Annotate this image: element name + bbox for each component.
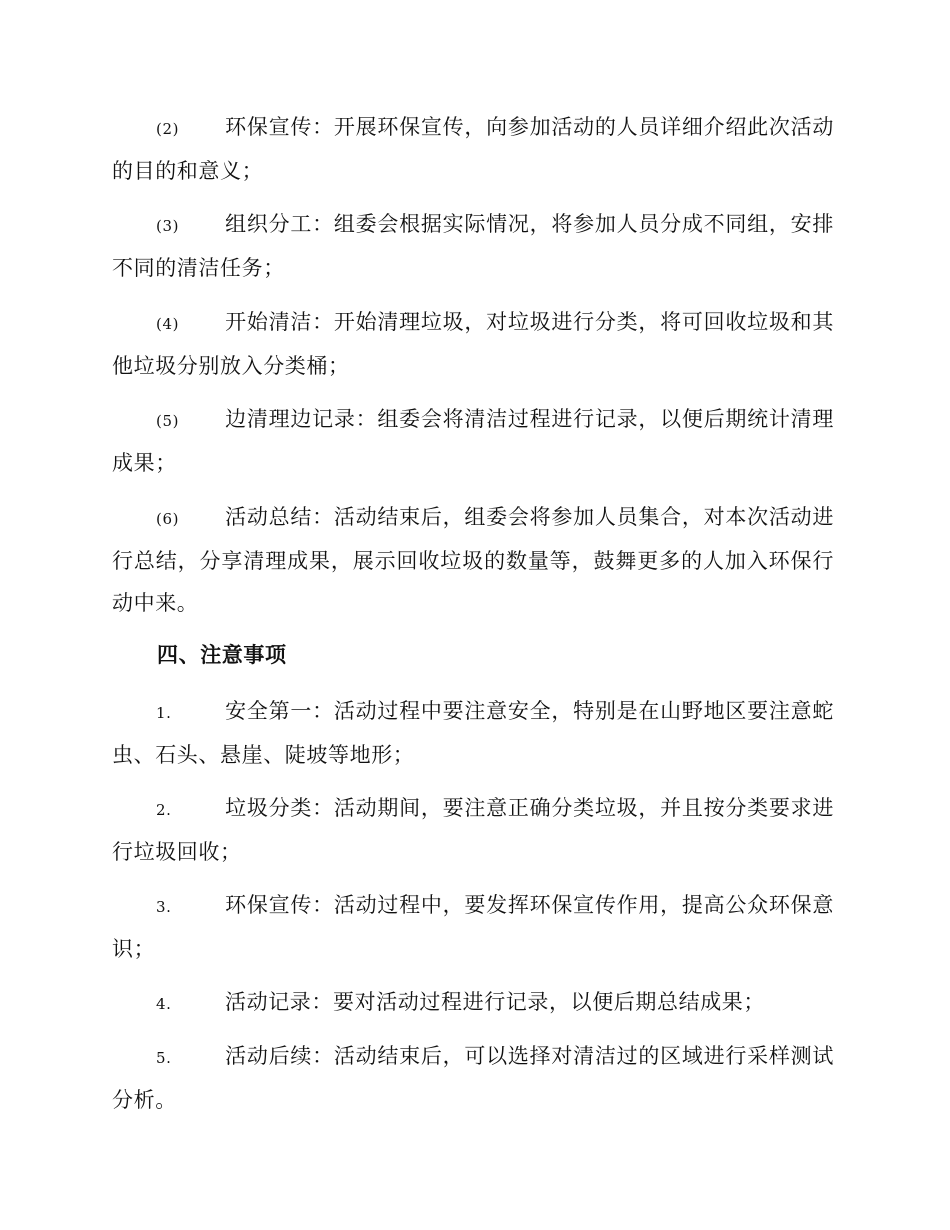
step-number: (4) bbox=[156, 315, 180, 333]
step-number: (2) bbox=[156, 120, 180, 138]
note-number: 4. bbox=[156, 995, 172, 1013]
note-number: 2. bbox=[156, 801, 172, 819]
step-text: 活动总结：活动结束后，组委会将参加人员集合，对本次活动进行总结，分享清理成果，展示回收垃圾的数量等，鼓舞更多的人加入环保行动中来。 bbox=[112, 505, 834, 615]
step-number: (6) bbox=[156, 510, 180, 528]
note-item-1 bbox=[112, 690, 834, 776]
note-item-3 bbox=[112, 884, 834, 970]
note-item-4 bbox=[112, 981, 834, 1025]
note-number: 1. bbox=[156, 704, 172, 722]
step-item-6 bbox=[112, 496, 834, 624]
note-text: 环保宣传：活动过程中，要发挥环保宣传作用，提高公众环保意识； bbox=[112, 893, 834, 961]
step-item-4 bbox=[112, 301, 834, 387]
note-number: 5. bbox=[156, 1049, 172, 1067]
step-text: 边清理边记录：组委会将清洁过程进行记录，以便后期统计清理成果； bbox=[112, 407, 834, 475]
step-text: 组织分工：组委会根据实际情况，将参加人员分成不同组，安排不同的清洁任务； bbox=[112, 212, 834, 280]
section-heading: 四、注意事项 bbox=[157, 642, 287, 667]
step-item-5 bbox=[112, 398, 834, 484]
step-text: 环保宣传：开展环保宣传，向参加活动的人员详细介绍此次活动的目的和意义； bbox=[112, 115, 834, 183]
note-text: 安全第一：活动过程中要注意安全，特别是在山野地区要注意蛇虫、石头、悬崖、陡坡等地形； bbox=[112, 699, 834, 767]
note-item-2 bbox=[112, 787, 834, 873]
note-text: 垃圾分类：活动期间，要注意正确分类垃圾，并且按分类要求进行垃圾回收； bbox=[112, 796, 834, 864]
step-number: (5) bbox=[156, 412, 180, 430]
note-text: 活动后续：活动结束后，可以选择对清洁过的区域进行采样测试分析。 bbox=[112, 1044, 834, 1112]
step-text: 开始清洁：开始清理垃圾，对垃圾进行分类，将可回收垃圾和其他垃圾分别放入分类桶； bbox=[112, 310, 834, 378]
step-number: (3) bbox=[156, 217, 180, 235]
step-item-3 bbox=[112, 203, 834, 289]
note-item-5 bbox=[112, 1035, 834, 1121]
note-text: 活动记录：要对活动过程进行记录，以便后期总结成果； bbox=[225, 990, 765, 1014]
note-number: 3. bbox=[156, 898, 172, 916]
step-item-2 bbox=[112, 106, 834, 192]
